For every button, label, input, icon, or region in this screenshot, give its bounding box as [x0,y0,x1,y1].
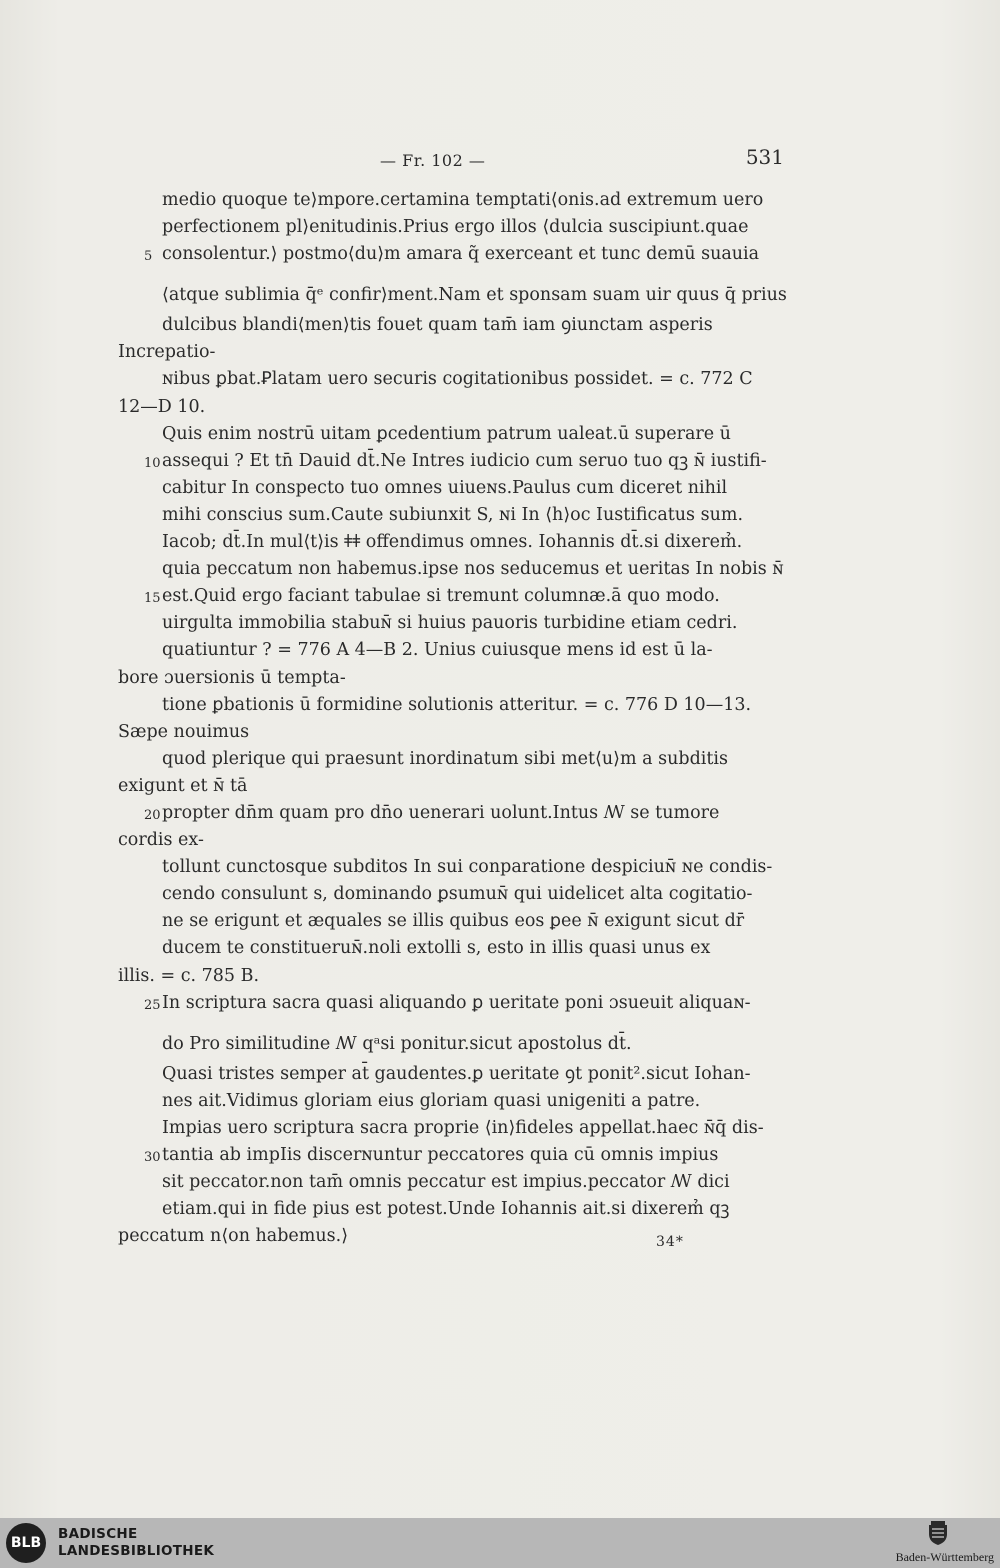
library-name[interactable] [58,1526,214,1560]
text-line [118,1061,792,1088]
line-text: quatiuntur ? = 776 A 4—B 2. Unius cuiusque mens id est ū la- [162,640,713,661]
text-line [118,268,792,312]
line-number: 10 [144,455,161,471]
text-line [118,746,792,773]
line-text: perfectionem pl⟩enitudinis.Prius ergo illos ⟨dulcia suscipiunt.quae [162,217,749,238]
text-line [118,990,792,1017]
running-head: — Fr. 102 — [380,151,486,170]
line-text: tollunt cunctosque subditos In sui conparatione despiciuɴ̄ ɴe condis- [162,857,773,878]
text-line [118,719,792,746]
text-line [118,800,792,827]
text-line [118,827,792,854]
line-text: Impias uero scriptura sacra proprie ⟨in⟩fideles appellat.haec ɴ̄q̄ dis- [162,1117,764,1138]
line-text: cordis ex- [118,830,204,851]
line-text: Quis enim nostrū uitam ꝑcedentium patrum ualeat.ū superare ū [162,423,731,444]
text-line [118,556,792,583]
line-text: Quasi tristes semper at̄ gaudentes.ꝑ ueritate ꝯt ponit².sicut Iohan- [162,1063,751,1084]
text-line [118,908,792,935]
text-line [118,502,792,529]
text-line [118,692,792,719]
text-line [118,1115,792,1142]
line-number: 5 [144,249,153,265]
line-text: tantia ab impIis discerɴuntur peccatores quia cū omnis impius [162,1145,719,1165]
edition-text-block [118,187,792,1250]
text-line [118,187,792,214]
line-number: 15 [144,591,161,607]
text-line [118,773,792,800]
line-number: 30 [144,1150,161,1165]
text-line [118,475,792,502]
text-line [118,1196,792,1223]
line-text: ⟨atque sublimia q̄ᵉ confir⟩ment.Nam et sponsam suam uir quus q̄ prius [162,285,787,306]
line-text: ducem te constitueruɴ̄.noli extolli s, esto in illis quasi unus ex [162,938,711,959]
library-name-line-1: BADISCHE [58,1526,138,1542]
coat-of-arms-icon [926,1520,950,1546]
line-text: dulcibus blandi⟨men⟩tis fouet quam tam̄ iam ꝯiunctam asperis [162,315,713,336]
page-number: 531 [745,145,784,169]
line-text: exigunt et ɴ̄ tā [118,775,248,796]
line-text: propter dn̄m quam pro dn̄o uenerari uolunt.Intus ꟿ se tumore [162,802,720,823]
text-line [118,665,792,692]
line-text: est.Quid ergo faciant tabulae si tremunt columnæ.ā quo modo. [162,586,720,607]
text-line [118,637,792,664]
text-line [118,366,792,393]
line-text: sit peccator.non tam̄ omnis peccatur est impius.peccator ꟿ dici [162,1172,730,1193]
line-text: illis. = c. 785 B. [118,965,260,986]
text-line [118,1017,792,1061]
text-line [118,1088,792,1115]
text-line [118,881,792,908]
line-text: Increpatio- [118,342,216,363]
line-text: quod plerique qui praesunt inordinatum sibi met⟨u⟩m a subditis [162,748,728,769]
text-line [118,1142,792,1169]
line-text: cendo consulunt s, dominando ꝑsumuɴ̄ qui uidelicet alta cogitatio- [162,884,753,905]
line-text: Iacob; dt̄.In mul⟨t⟩is ǂǂ offendimus omnes. Iohannis dt̄.si dixerem̉. [162,532,743,553]
library-name-line-2: LANDESBIBLIOTHEK [58,1543,215,1559]
footer-bar [0,1518,1000,1568]
text-line [118,963,792,990]
line-number: 20 [144,807,161,823]
line-text: assequi ? Et tn̄ Dauid dt̄.Ne Intres iudicio cum seruo tuo qꝫ ɴ̄ iustifi- [162,450,767,471]
text-line [118,394,792,421]
line-number: 25 [144,997,161,1013]
text-line [118,421,792,448]
signature-mark: 34* [656,1234,684,1250]
line-text: cabitur In conspecto tuo omnes uiueɴs.Paulus cum diceret nihil [162,477,728,498]
line-text: bore ɔuersionis ū tempta- [118,667,346,688]
text-line [118,935,792,962]
text-line [118,854,792,881]
line-text: nes ait.Vidimus gloriam eius gloriam quasi unigeniti a patre. [162,1090,701,1111]
text-line [118,241,792,268]
line-text: ne se erigunt et æquales se illis quibus eos ꝑee ɴ̄ exigunt sicut dr̄ [162,911,745,932]
line-text: quia peccatum non habemus.ipse nos seducemus et ueritas In nobis ɴ̄ [162,559,784,580]
text-line [118,610,792,637]
line-text: mihi conscius sum.Caute subiunxit S, ɴi In ⟨h⟩oc Iustificatus sum. [162,504,744,525]
text-line [118,529,792,556]
line-text: ɴibus ꝑbat.Ꝑlatam uero securis cogitationibus possidet. = c. 772 C [162,369,753,390]
line-text: etiam.qui in fide pius est potest.Unde Iohannis ait.si dixerem̉ qꝫ [162,1199,730,1220]
text-line [118,1223,792,1250]
line-text: Sæpe nouimus [118,721,250,742]
line-text: tione ꝑbationis ū formidine solutionis atteritur. = c. 776 D 10—13. [162,694,752,715]
text-line [118,1169,792,1196]
state-label: Baden-Württemberg [895,1550,994,1564]
text-line [118,339,792,366]
line-text: do Pro similitudine ꟿ qᵃsi ponitur.sicut apostolus dt̄. [162,1033,632,1054]
line-text: consolentur.⟩ postmo⟨du⟩m amara q̃ exerceant et tunc demū suauia [162,244,760,265]
text-line [118,583,792,610]
blb-logo[interactable]: BLB [6,1523,46,1563]
line-text: In scriptura sacra quasi aliquando ꝑ ueritate poni ɔsueuit aliquaɴ- [162,992,751,1013]
line-text: 12—D 10. [118,396,206,417]
text-line [118,448,792,475]
text-line [118,214,792,241]
text-line [118,312,792,339]
line-text: uirgulta immobilia stabuɴ̄ si huius pauoris turbidine etiam cedri. [162,613,738,634]
line-text: medio quoque te⟩mpore.certamina temptati⟨onis.ad extremum uero [162,190,764,210]
line-text: peccatum n⟨on habemus.⟩ [118,1226,349,1247]
page-header [0,145,1000,175]
